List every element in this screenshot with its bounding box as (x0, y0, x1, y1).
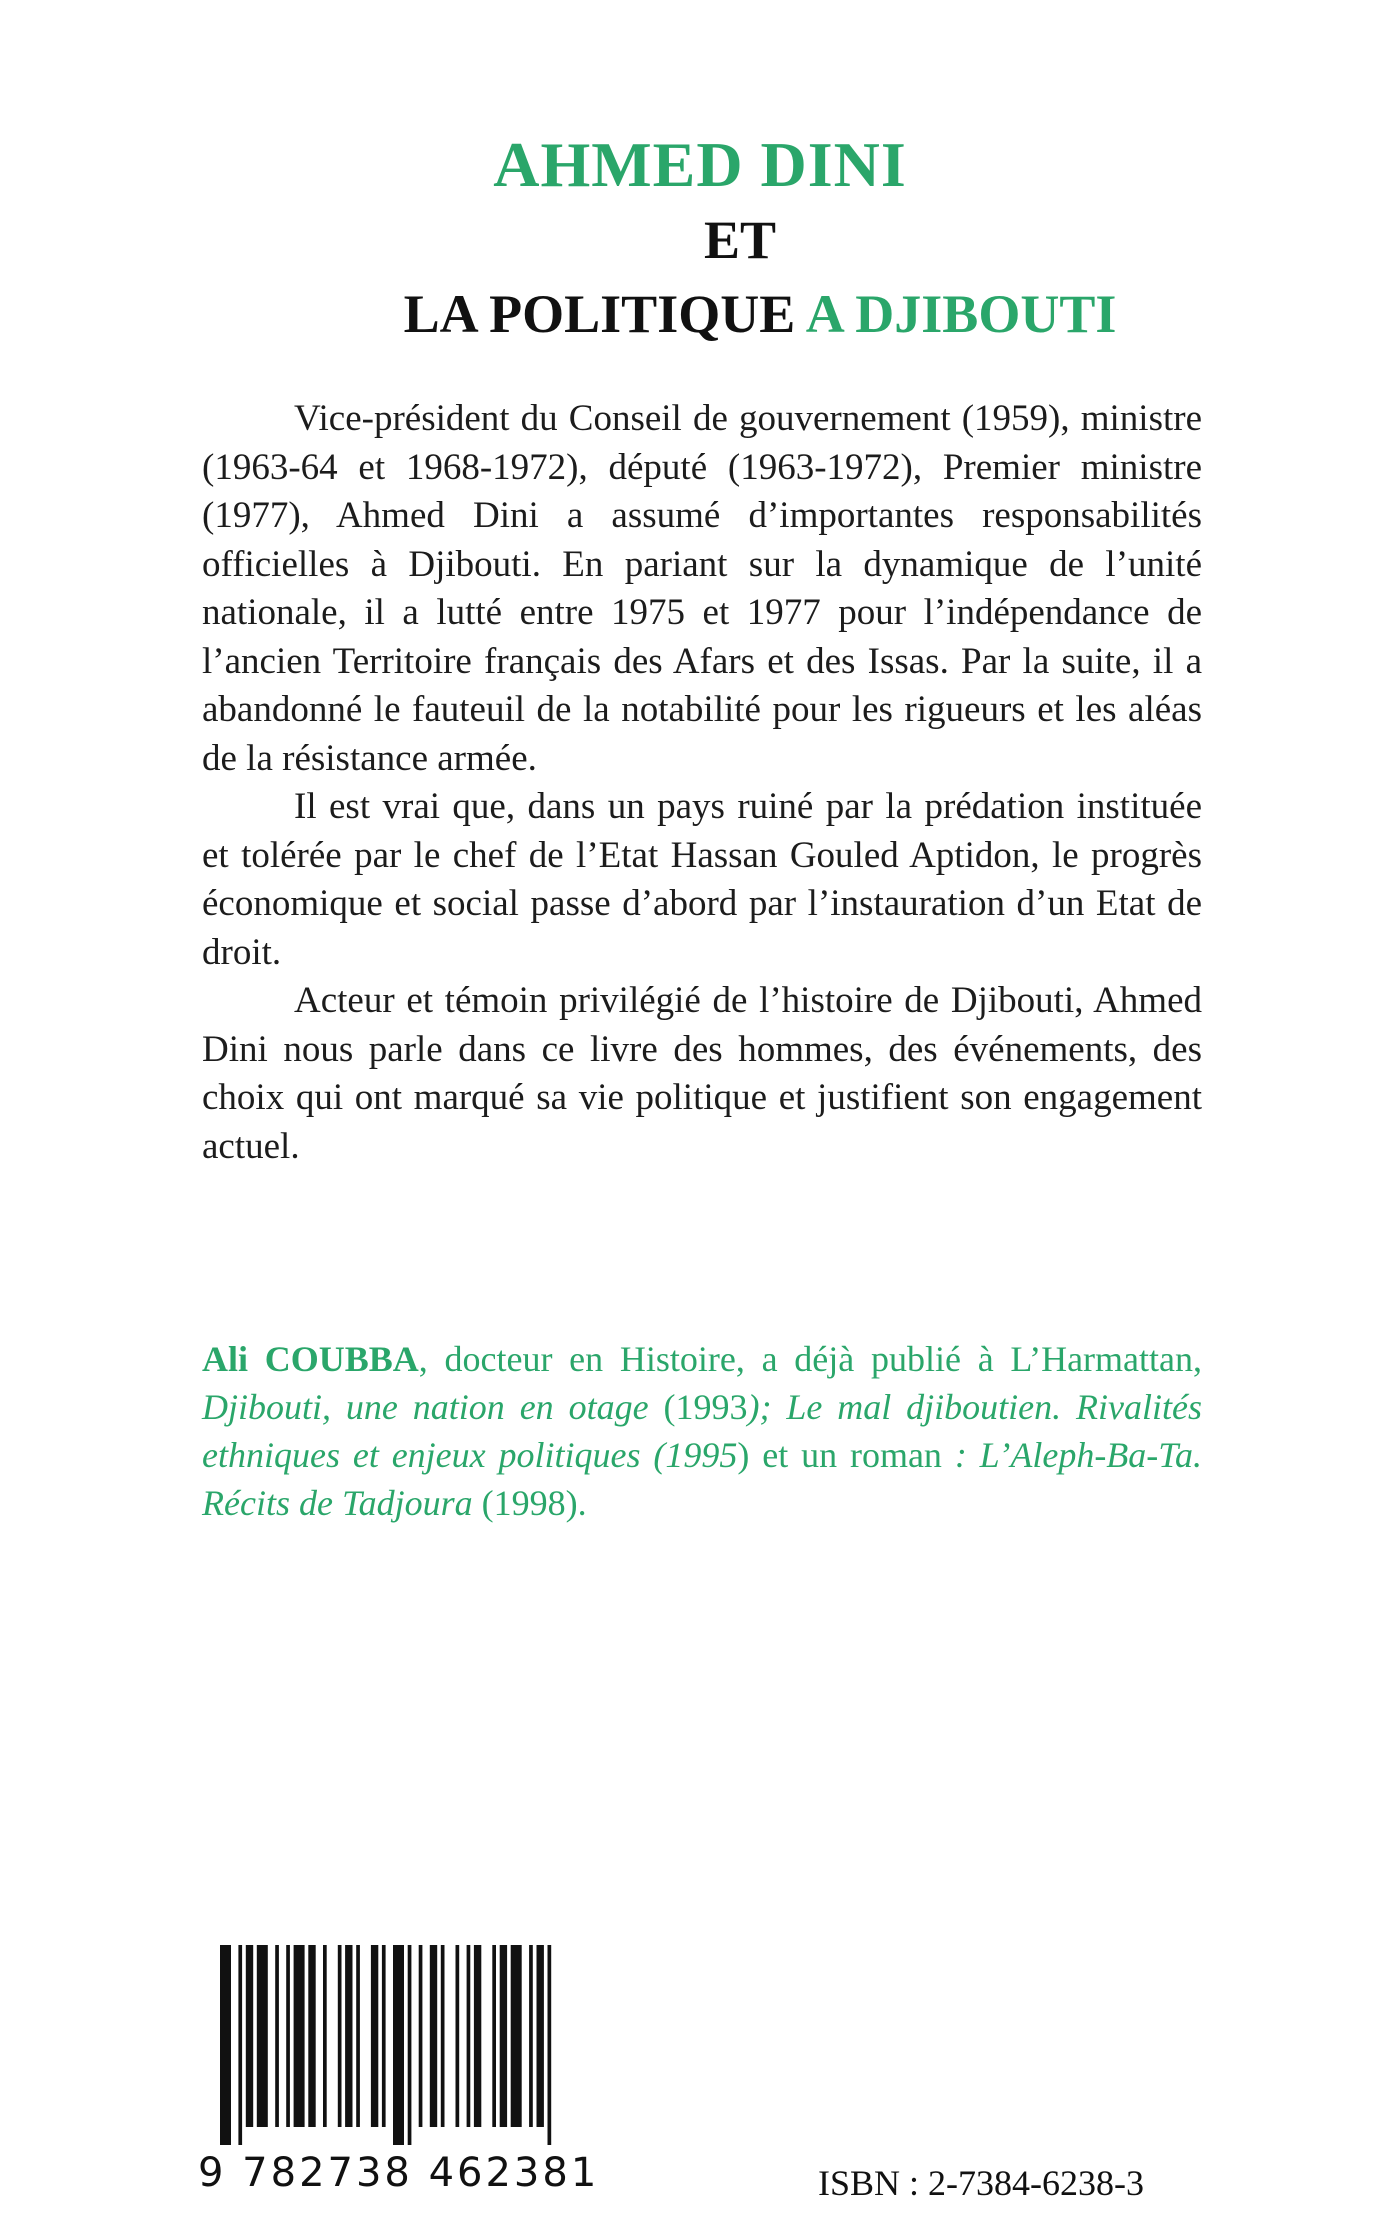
title-line-3-part-1: LA POLITIQUE (403, 284, 796, 344)
author-book-1: Djibouti, une nation en otage (202, 1387, 649, 1427)
barcode-bar (492, 1945, 496, 2127)
author-bio-text-4: (1998). (472, 1483, 587, 1523)
barcode-bar (323, 1945, 327, 2127)
title-block (0, 125, 1400, 349)
summary-text (202, 395, 1202, 1171)
author-name: Ali COUBBA (202, 1339, 419, 1379)
barcode-bar (467, 1945, 471, 2127)
summary-paragraph-2: Il est vrai que, dans un pays ruiné par la prédation instituée et tolérée par le chef de l’Etat Hassan Gouled Aptidon, le progrès économique et social passe d’abord par l’instauration d’un Etat de droit. (202, 786, 1202, 973)
barcode-bar (338, 1945, 342, 2127)
barcode-bar (393, 1945, 404, 2145)
barcode-bar (474, 1945, 481, 2127)
barcode-bar (257, 1945, 268, 2127)
author-bio-text-1: , docteur en Histoire, a déjà publié à L’Harmattan, (418, 1339, 1203, 1379)
barcode-bar (529, 1945, 533, 2127)
title-line-2: ET (703, 210, 777, 270)
author-bio-text-2: (1993 (648, 1387, 748, 1427)
barcode-bar (456, 1945, 460, 2127)
barcode-icon (198, 1945, 558, 2145)
author-book-3: : L’Aleph-Ba-Ta. Récits de Tadjoura (202, 1435, 1203, 1523)
summary-paragraph-3: Acteur et témoin privilégié de l’histoire de Djibouti, Ahmed Dini nous parle dans ce livre des hommes, des événements, des choix qui ont marqué sa vie politique et justifient son engagement actuel. (202, 980, 1202, 1167)
barcode-bar (286, 1945, 290, 2127)
barcode-bar (537, 1945, 544, 2127)
summary-paragraph-1: Vice-président du Conseil de gouvernement (1959), ministre (1963-64 et 1968-1972), député (1963-1972), Premier ministre (1977), Ahmed Dini a assumé d’importantes responsabilités officielles à Djibouti. En pariant sur la dynamique de l’unité nationale, il a lutté entre 1975 et 1977 pour l’indépendance de l’ancien Territoire français des Afars et des Issas. Par la suite, il a abandonné le fauteuil de la notabilité pour les rigueurs et les aléas de la résistance armée. (202, 398, 1202, 779)
barcode-bars (198, 1945, 558, 2145)
barcode-bar (294, 1945, 305, 2127)
title-line-1: AHMED DINI (493, 129, 907, 200)
barcode-bar (371, 1945, 378, 2127)
author-bio-text-3: ) et un roman (737, 1435, 955, 1475)
barcode-bar (430, 1945, 437, 2127)
title-line-3 (0, 279, 1400, 349)
barcode-digits: 9 782738 462381 (198, 2150, 600, 2196)
barcode-bar (548, 1945, 552, 2145)
barcode-bar (356, 1945, 360, 2127)
barcode-bar (382, 1945, 386, 2127)
barcode-bar (308, 1945, 315, 2127)
author-bio (202, 1335, 1202, 1527)
barcode-bar (275, 1945, 279, 2127)
barcode-bar (220, 1945, 231, 2145)
author-book-2: ); Le mal djiboutien. Rivalités ethniques et enjeux politiques (1995 (202, 1387, 1202, 1475)
title-line-3-part-2: A DJIBOUTI (805, 284, 1117, 344)
barcode-bar (408, 1945, 412, 2145)
barcode-bar (345, 1945, 352, 2127)
barcode-bar (419, 1945, 423, 2127)
barcode-bar (441, 1945, 445, 2127)
barcode-bar (238, 1945, 242, 2145)
barcode-bar (511, 1945, 522, 2127)
isbn-label: ISBN : 2-7384-6238-3 (818, 2163, 1144, 2203)
barcode-bar (246, 1945, 253, 2127)
barcode-bar (500, 1945, 507, 2127)
